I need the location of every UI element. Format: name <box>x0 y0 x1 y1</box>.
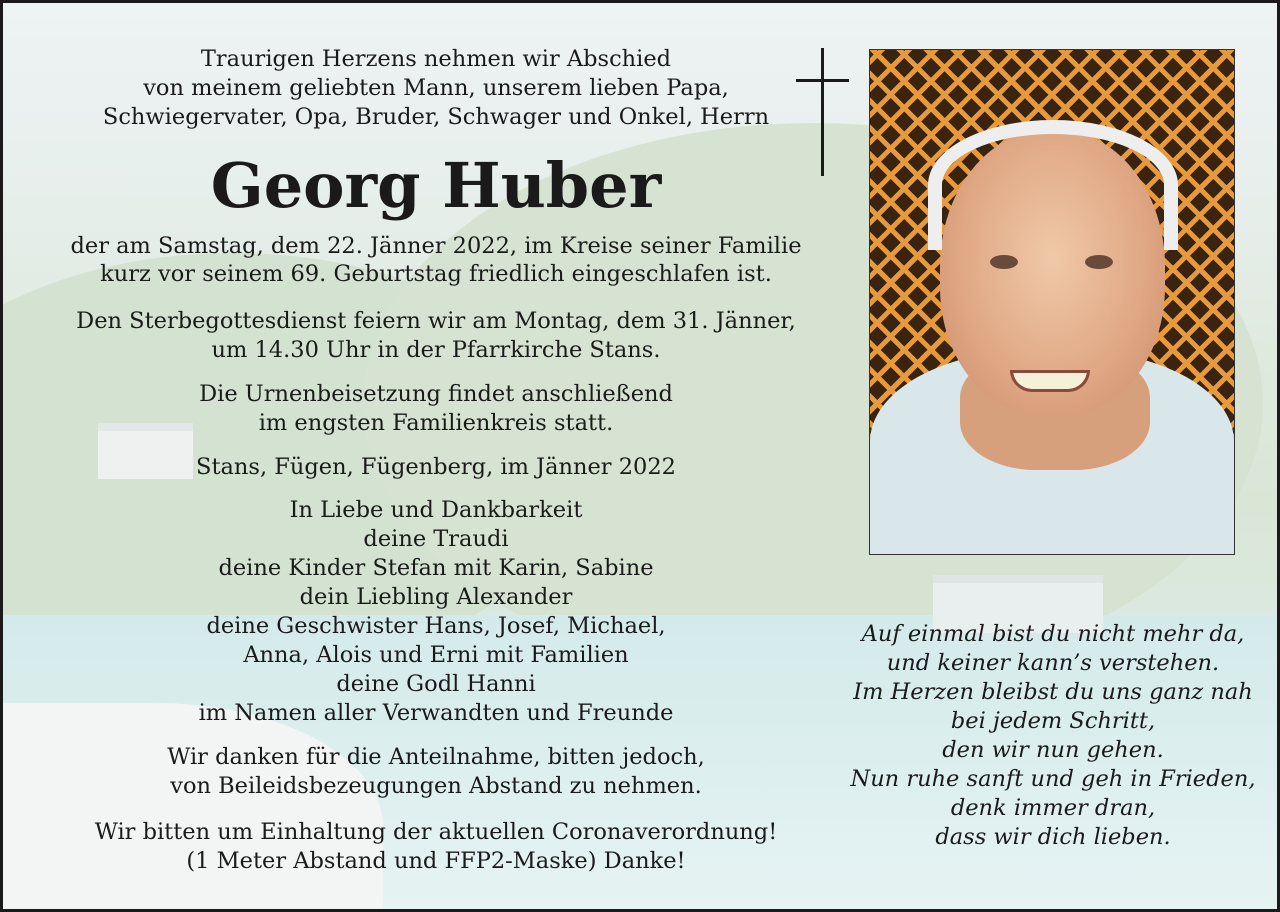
corona-line: Wir bitten um Einhaltung der aktuellen Coronaverordnung! <box>94 819 778 845</box>
corona-line: (1 Meter Abstand und FFP2-Maske) Danke! <box>186 848 686 874</box>
mourner-line: deine Kinder Stefan mit Karin, Sabine <box>218 555 654 581</box>
intro-line: von meinem geliebten Mann, unserem lieben Papa, <box>143 75 729 101</box>
poem-line: Nun ruhe sanft und geh in Frieden, <box>850 766 1256 792</box>
intro-line: Traurigen Herzens nehmen wir Abschied <box>200 46 672 72</box>
poem-line: und keiner kann’s verstehen. <box>886 650 1220 676</box>
poem-line: bei jedem Schritt, <box>950 708 1156 734</box>
poem-line: den wir nun gehen. <box>942 737 1164 763</box>
thanks-line: Wir danken für die Anteilnahme, bitten jedoch, <box>167 744 705 770</box>
urn-line: Die Urnenbeisetzung findet anschließend <box>199 381 673 407</box>
portrait-photo <box>869 49 1235 555</box>
cross-icon-bar <box>796 79 849 82</box>
mourner-line: dein Liebling Alexander <box>299 584 573 610</box>
poem-line: dass wir dich lieben. <box>935 824 1171 850</box>
service-line: Den Sterbegottesdienst feiern wir am Montag, dem 31. Jänner, <box>76 308 796 334</box>
mourner-line: In Liebe und Dankbarkeit <box>289 497 583 523</box>
hair <box>928 120 1178 250</box>
place-date: Stans, Fügen, Fügenberg, im Jänner 2022 <box>196 454 676 480</box>
death-notice-line: kurz vor seinem 69. Geburtstag friedlich eingeschlafen ist. <box>100 261 772 287</box>
mourner-line: deine Geschwister Hans, Josef, Michael, <box>206 613 666 639</box>
deceased-name: Georg Huber <box>210 149 662 222</box>
poem-line: Auf einmal bist du nicht mehr da, <box>861 621 1245 647</box>
eye <box>990 255 1018 269</box>
intro-line: Schwiegervater, Opa, Bruder, Schwager und Onkel, Herrn <box>102 104 770 130</box>
urn-line: im engsten Familienkreis statt. <box>258 410 614 436</box>
eye <box>1085 255 1113 269</box>
smile <box>1010 370 1090 392</box>
mourner-line: im Namen aller Verwandten und Freunde <box>198 700 674 726</box>
mourner-line: deine Traudi <box>363 526 509 552</box>
death-notice-line: der am Samstag, dem 22. Jänner 2022, im Kreise seiner Familie <box>70 233 802 259</box>
cross-icon <box>821 48 824 176</box>
mourner-line: Anna, Alois und Erni mit Familien <box>243 642 629 668</box>
service-line: um 14.30 Uhr in der Pfarrkirche Stans. <box>211 337 661 363</box>
poem-line: denk immer dran, <box>950 795 1156 821</box>
mourner-line: deine Godl Hanni <box>336 671 536 697</box>
poem-line: Im Herzen bleibst du uns ganz nah <box>853 679 1253 705</box>
thanks-line: von Beileidsbezeugungen Abstand zu nehmen. <box>170 773 702 799</box>
